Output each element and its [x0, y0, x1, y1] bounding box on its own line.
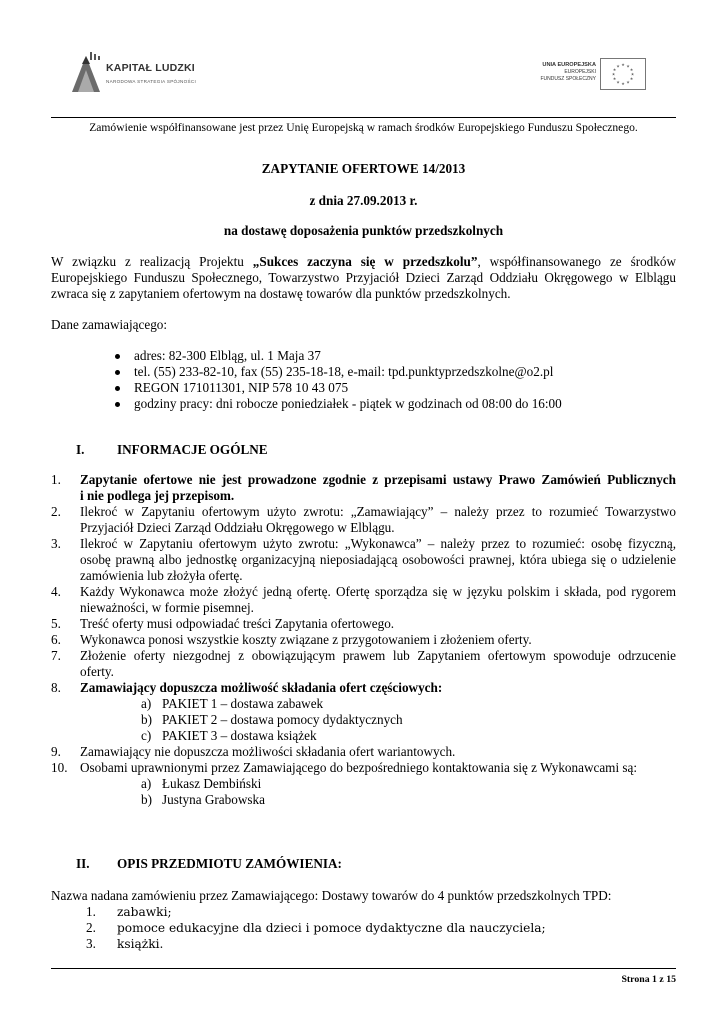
svg-text:★: ★	[612, 67, 617, 72]
list-item: 10. Osobami uprawnionymi przez Zamawiającego do bezpośredniego kontaktowania się z Wykonawcami są:	[51, 760, 638, 775]
page-number: Strona 1 z 15	[621, 974, 676, 985]
list-item: 7. Złożenie oferty niezgodnej z obowiązującym prawem lub Zapytaniem ofertowym spowoduje odrzucenie oferty.	[51, 648, 676, 679]
packages-list	[51, 696, 676, 744]
svg-text:★: ★	[629, 67, 634, 72]
svg-text:★: ★	[612, 76, 617, 81]
svg-text:★: ★	[629, 76, 634, 81]
cofinance-note: Zamówienie współfinansowane jest przez Unię Europejską w ramach środków Europejskiego Funduszu Społecznego.	[89, 121, 638, 134]
list-item: REGON 171011301, NIP 578 10 43 075	[115, 380, 675, 396]
order-name: Nazwa nadana zamówieniu przez Zamawiającego: Dostawy towarów do 4 punktów przedszkolnych TPD:	[51, 888, 612, 903]
list-item: 1. Zapytanie ofertowe nie jest prowadzone zgodnie z przepisami ustawy Prawo Zamówień Publicznych i nie podlega jej przepisom.	[51, 472, 676, 503]
intro-paragraph	[51, 254, 676, 302]
list-item: godziny pracy: dni robocze poniedziałek - piątek w godzinach od 08:00 do 16:00	[115, 396, 675, 412]
section-1-title: INFORMACJE OGÓLNE	[117, 442, 268, 457]
section-2-heading	[76, 856, 476, 872]
project-name: „Sukces zaczyna się w przedszkolu”	[252, 254, 478, 269]
list-item: a) PAKIET 1 – dostawa zabawek	[141, 696, 324, 711]
document-date: z dnia 27.09.2013 r.	[309, 193, 418, 208]
bullet-icon	[115, 402, 120, 407]
general-info-list	[51, 472, 676, 808]
eu-flag-icon	[600, 58, 646, 90]
kapital-ludzki-emblem-icon	[70, 52, 102, 96]
section-2-number: II.	[76, 856, 90, 871]
eu-logo-line1: UNIA EUROPEJSKA	[542, 62, 596, 68]
eu-logo	[540, 57, 650, 93]
svg-text:★: ★	[616, 79, 620, 85]
svg-text:★: ★	[621, 81, 625, 86]
list-item: 4. Każdy Wykonawca może złożyć jedną ofertę. Ofertę sporządza się w języku polskim i składa, pod rygorem nieważności, w formie pisemnej.	[51, 584, 676, 615]
eu-logo-line2: EUROPEJSKI	[564, 69, 596, 75]
eu-logo-line3: FUNDUSZ SPOŁECZNY	[540, 76, 596, 82]
list-item: 2. pomoce edukacyjne dla dzieci i pomoce dydaktyczne dla nauczyciela;	[86, 920, 546, 935]
svg-text:★: ★	[616, 63, 620, 69]
list-item: tel. (55) 233-82-10, fax (55) 235-18-18, e-mail: tpd.punktyprzedszkolne@o2.pl	[115, 364, 675, 380]
list-item: 8. Zamawiający dopuszcza możliwość składania ofert częściowych:	[51, 680, 443, 695]
bullet-icon	[115, 386, 120, 391]
section-2-title: OPIS PRZEDMIOTU ZAMÓWIENIA:	[117, 856, 342, 871]
list-item: b) Justyna Grabowska	[141, 792, 265, 807]
svg-text:★: ★	[630, 71, 635, 77]
client-details-list	[115, 348, 675, 412]
section-1-heading	[76, 442, 476, 458]
document-title: ZAPYTANIE OFERTOWE 14/2013	[261, 161, 466, 176]
list-item: b) PAKIET 2 – dostawa pomocy dydaktycznych	[141, 712, 403, 727]
svg-text:★: ★	[626, 63, 630, 69]
list-item: 3. Ilekroć w Zapytaniu ofertowym użyto zwrotu: „Wykonawca” – należy przez to rozumieć: osobę fizyczną, osobę prawną albo jednostkę organizacyjną nieposiadającą osobowości prawnej, która ubiega się o udzielenie zamówienia lub złożyła ofertę.	[51, 536, 676, 583]
svg-text:★: ★	[626, 79, 630, 85]
order-items-list	[86, 904, 646, 952]
list-item: 6. Wykonawca ponosi wszystkie koszty związane z przygotowaniem i złożeniem oferty.	[51, 632, 532, 647]
bullet-icon	[115, 370, 120, 375]
svg-text:★: ★	[611, 71, 616, 77]
header-rule	[51, 117, 676, 118]
contacts-list	[51, 776, 676, 808]
svg-text:★: ★	[621, 62, 625, 67]
footer-rule	[51, 968, 676, 969]
intro-part1: W związku z realizacją Projektu	[51, 254, 253, 269]
kapital-ludzki-title: KAPITAŁ LUDZKI	[106, 62, 195, 74]
list-item: adres: 82-300 Elbląg, ul. 1 Maja 37	[115, 348, 675, 364]
kapital-ludzki-subtitle: NARODOWA STRATEGIA SPÓJNOŚCI	[106, 79, 197, 84]
list-item: 9. Zamawiający nie dopuszcza możliwości składania ofert wariantowych.	[51, 744, 456, 759]
intro-part2: , współfinansowanego ze środków Europejskiego Funduszu Społecznego, Towarzystwo Przyjaciół Dzieci Zarząd Oddziału Okręgowego w Elblągu zwraca się z zapytaniem ofertowym na dostawę towarów dla punktów przedszkolnych.	[51, 254, 676, 301]
document-subject: na dostawę doposażenia punktów przedszkolnych	[223, 223, 504, 238]
client-label: Dane zamawiającego:	[51, 317, 168, 332]
list-item: 2. Ilekroć w Zapytaniu ofertowym użyto zwrotu: „Zamawiający” – należy przez to rozumieć Towarzystwo Przyjaciół Dzieci Zarząd Oddziału Okręgowego w Elblągu.	[51, 504, 676, 535]
bullet-icon	[115, 354, 120, 359]
list-item: 1. zabawki;	[86, 904, 172, 919]
section-1-number: I.	[76, 442, 85, 457]
kapital-ludzki-logo	[70, 52, 210, 96]
list-item: 3. książki.	[86, 936, 164, 951]
list-item: 5. Treść oferty musi odpowiadać treści Zapytania ofertowego.	[51, 616, 395, 631]
list-item: a) Łukasz Dembiński	[141, 776, 262, 791]
list-item: c) PAKIET 3 – dostawa książek	[141, 728, 317, 743]
